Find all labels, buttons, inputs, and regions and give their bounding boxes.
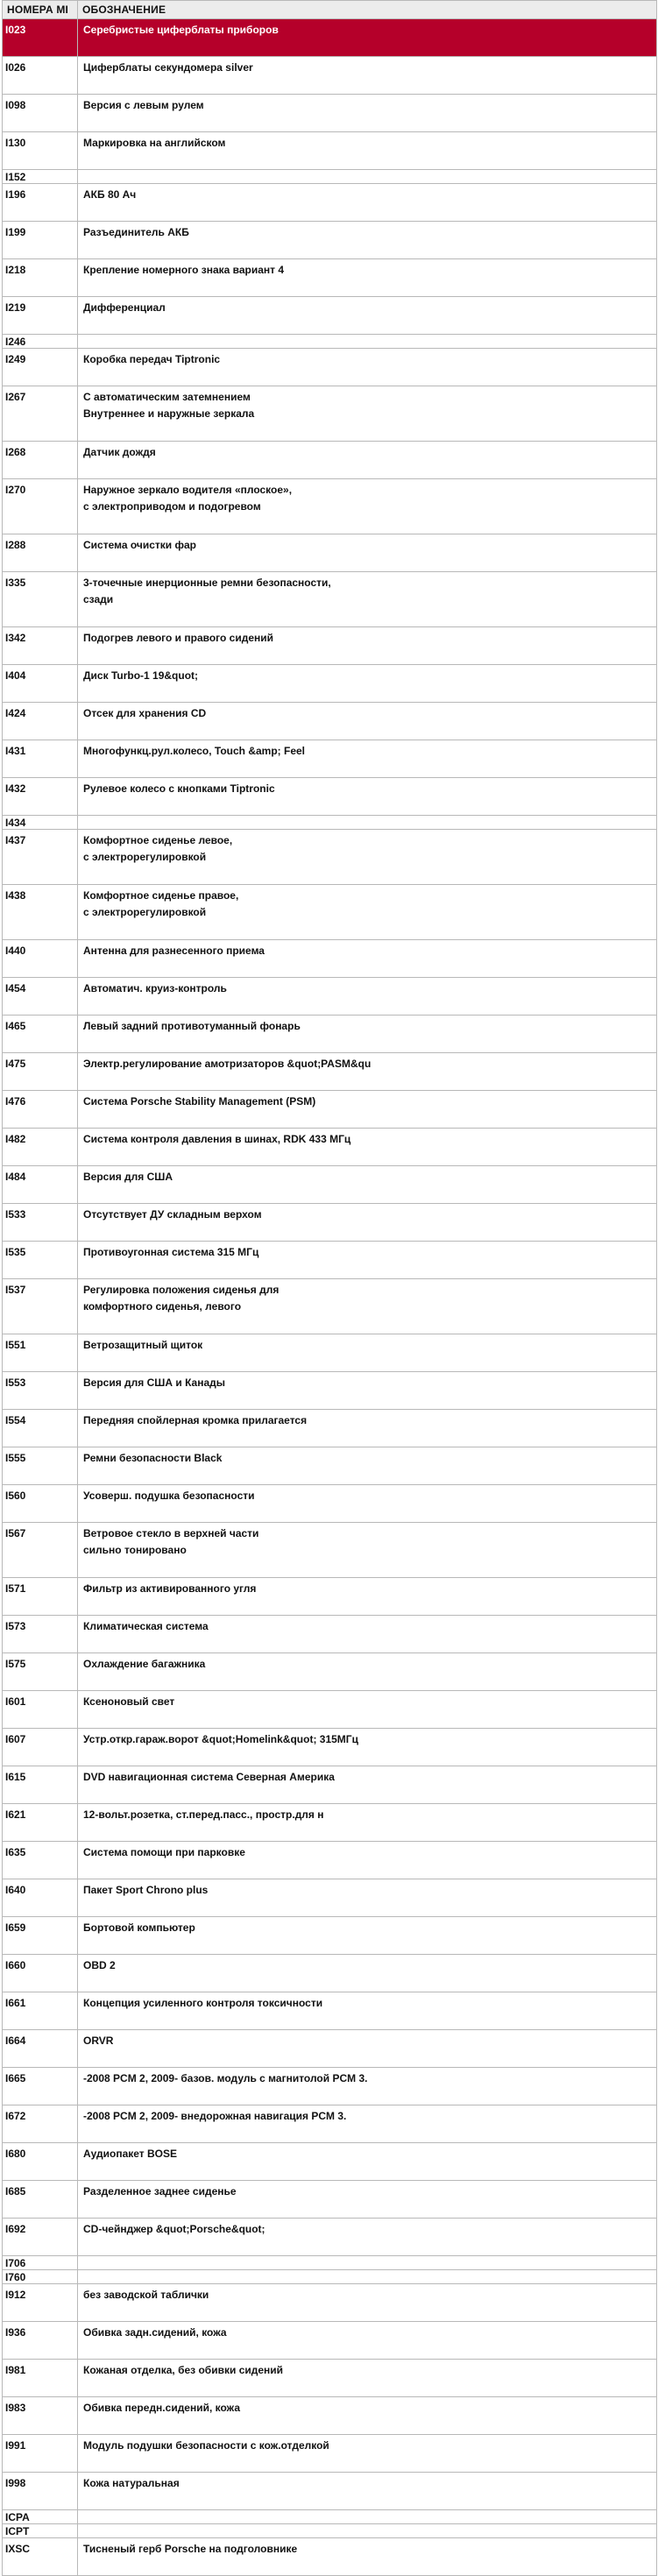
option-code: I551 — [3, 1334, 78, 1372]
option-description — [78, 1842, 657, 1879]
option-description-line: сзади — [83, 593, 114, 605]
table-row — [3, 1879, 657, 1917]
option-code: I615 — [3, 1766, 78, 1804]
option-code: I575 — [3, 1653, 78, 1691]
option-description — [78, 1485, 657, 1523]
option-description — [78, 627, 657, 665]
option-description — [78, 2538, 657, 2576]
table-row — [3, 2219, 657, 2256]
option-description-line: Бортовой компьютер — [83, 1921, 195, 1934]
table-row — [3, 1242, 657, 1279]
option-description — [78, 572, 657, 627]
table-row — [3, 1729, 657, 1766]
option-code: I661 — [3, 1992, 78, 2030]
option-description — [78, 442, 657, 479]
option-description-line: Комфортное сиденье правое, — [83, 889, 239, 902]
option-description-line: Отсек для хранения CD — [83, 707, 207, 719]
option-description-line: Автоматич. круиз-контроль — [83, 982, 227, 994]
option-description — [78, 1766, 657, 1804]
option-code: I267 — [3, 386, 78, 442]
table-row — [3, 1410, 657, 1447]
option-code: I288 — [3, 534, 78, 572]
table-row — [3, 297, 657, 335]
table-row — [3, 2256, 657, 2270]
option-description-line: Антенна для разнесенного приема — [83, 945, 265, 957]
option-description-line: -2008 PCM 2, 2009- базов. модуль с магнитолой PCM 3. — [83, 2072, 368, 2084]
table-row — [3, 1842, 657, 1879]
option-description-line: Противоугонная система 315 МГц — [83, 1246, 259, 1258]
option-description-line: Устр.откр.гараж.ворот &quot;Homelink&quot; 315МГц — [83, 1733, 358, 1745]
table-row — [3, 2270, 657, 2284]
option-description — [78, 222, 657, 259]
column-header-code: НОМЕРА МІ — [3, 1, 78, 19]
option-code: I680 — [3, 2143, 78, 2181]
option-code: I533 — [3, 1204, 78, 1242]
table-row — [3, 665, 657, 703]
table-row — [3, 95, 657, 132]
option-code: I981 — [3, 2360, 78, 2397]
option-code: I706 — [3, 2256, 78, 2270]
option-description — [78, 2270, 657, 2284]
option-code: I437 — [3, 830, 78, 885]
option-code: I555 — [3, 1447, 78, 1485]
option-description — [78, 1204, 657, 1242]
option-description — [78, 2284, 657, 2322]
option-description-line: Комфортное сиденье левое, — [83, 834, 233, 846]
table-row — [3, 442, 657, 479]
option-description-line: сильно тонировано — [83, 1544, 187, 1556]
option-description-line: Регулировка положения сиденья для — [83, 1284, 279, 1296]
option-description-line: -2008 PCM 2, 2009- внедорожная навигация PCM 3. — [83, 2110, 347, 2122]
option-description — [78, 1091, 657, 1129]
option-description — [78, 2105, 657, 2143]
option-code: I571 — [3, 1578, 78, 1616]
option-code: I692 — [3, 2219, 78, 2256]
option-code: I465 — [3, 1016, 78, 1053]
option-description-line: с электрорегулировкой — [83, 851, 207, 863]
option-code: I983 — [3, 2397, 78, 2435]
option-description-line: Кожаная отделка, без обивки сидений — [83, 2364, 284, 2376]
table-header-row — [3, 1, 657, 19]
option-code: I152 — [3, 170, 78, 184]
table-row — [3, 1804, 657, 1842]
option-code: I246 — [3, 335, 78, 349]
option-code: I936 — [3, 2322, 78, 2360]
table-row — [3, 1279, 657, 1334]
option-code: I665 — [3, 2068, 78, 2105]
table-row — [3, 19, 657, 57]
option-code: I554 — [3, 1410, 78, 1447]
table-row — [3, 572, 657, 627]
option-description — [78, 1653, 657, 1691]
option-description-line: Рулевое колесо с кнопками Tiptronic — [83, 782, 275, 795]
option-description-line: Многофункц.рул.колесо, Touch &amp; Feel — [83, 745, 306, 757]
option-description — [78, 2473, 657, 2510]
table-row — [3, 1129, 657, 1166]
table-row — [3, 479, 657, 534]
option-description-line: DVD навигационная система Северная Америка — [83, 1771, 335, 1783]
option-description-line: Усоверш. подушка безопасности — [83, 1490, 255, 1502]
option-code: I438 — [3, 885, 78, 940]
option-description — [78, 386, 657, 442]
table-row — [3, 386, 657, 442]
option-description — [78, 1334, 657, 1372]
option-code: I635 — [3, 1842, 78, 1879]
option-code: I640 — [3, 1879, 78, 1917]
option-description-line: Версия с левым рулем — [83, 99, 204, 111]
table-row — [3, 2030, 657, 2068]
table-row — [3, 222, 657, 259]
option-code: I023 — [3, 19, 78, 57]
option-code: I912 — [3, 2284, 78, 2322]
options-table — [2, 0, 657, 2576]
option-description — [78, 1691, 657, 1729]
table-row — [3, 1016, 657, 1053]
option-description — [78, 2524, 657, 2538]
option-code: I335 — [3, 572, 78, 627]
table-row — [3, 2524, 657, 2538]
option-code: I475 — [3, 1053, 78, 1091]
option-description — [78, 95, 657, 132]
option-code: I026 — [3, 57, 78, 95]
table-row — [3, 978, 657, 1016]
option-code: I249 — [3, 349, 78, 386]
option-code: I535 — [3, 1242, 78, 1279]
option-description — [78, 2322, 657, 2360]
option-description-line: Версия для США и Канады — [83, 1376, 225, 1389]
option-code: I196 — [3, 184, 78, 222]
table-row — [3, 1616, 657, 1653]
table-row — [3, 132, 657, 170]
column-header-description: ОБОЗНАЧЕНИЕ — [78, 1, 657, 19]
option-code: I601 — [3, 1691, 78, 1729]
option-description-line: Кожа натуральная — [83, 2477, 180, 2489]
option-code: I199 — [3, 222, 78, 259]
option-description — [78, 2030, 657, 2068]
table-row — [3, 2284, 657, 2322]
table-row — [3, 259, 657, 297]
option-description — [78, 1016, 657, 1053]
option-description-line: Система контроля давления в шинах, RDK 433 МГц — [83, 1133, 351, 1145]
option-description-line: Концепция усиленного контроля токсичности — [83, 1997, 323, 2009]
table-row — [3, 184, 657, 222]
table-row — [3, 2360, 657, 2397]
option-description — [78, 2510, 657, 2524]
option-code: I404 — [3, 665, 78, 703]
option-code: I567 — [3, 1523, 78, 1578]
table-row — [3, 1992, 657, 2030]
option-description — [78, 2397, 657, 2435]
option-description-line: Ветровое стекло в верхней части — [83, 1527, 259, 1539]
option-description-line: Циферблаты секундомера silver — [83, 61, 253, 74]
option-code: I434 — [3, 816, 78, 830]
option-description — [78, 816, 657, 830]
option-description-line: с электроприводом и подогревом — [83, 500, 261, 513]
option-description-line: Электр.регулирование амотризаторов &quot;PASM&qu — [83, 1058, 371, 1070]
option-description — [78, 1578, 657, 1616]
option-code: I424 — [3, 703, 78, 740]
option-description-line: Охлаждение багажника — [83, 1658, 206, 1670]
option-code: I664 — [3, 2030, 78, 2068]
option-description-line: Внутреннее и наружные зеркала — [83, 407, 255, 420]
table-row — [3, 57, 657, 95]
option-description — [78, 2256, 657, 2270]
option-description — [78, 703, 657, 740]
table-row — [3, 1955, 657, 1992]
option-code: ICPA — [3, 2510, 78, 2524]
table-row — [3, 2322, 657, 2360]
option-description — [78, 1166, 657, 1204]
option-description — [78, 19, 657, 57]
table-row — [3, 627, 657, 665]
table-row — [3, 1578, 657, 1616]
option-description-line: Передняя спойлерная кромка прилагается — [83, 1414, 308, 1426]
option-description — [78, 170, 657, 184]
table-row — [3, 885, 657, 940]
table-row — [3, 1447, 657, 1485]
option-description — [78, 778, 657, 816]
table-row — [3, 940, 657, 978]
option-description-line: Дифференциал — [83, 301, 166, 314]
option-code: I454 — [3, 978, 78, 1016]
option-code: I219 — [3, 297, 78, 335]
option-description-line: Система помощи при парковке — [83, 1846, 245, 1858]
table-row — [3, 2105, 657, 2143]
table-row — [3, 1091, 657, 1129]
option-description-line: Подогрев левого и правого сидений — [83, 632, 274, 644]
option-description — [78, 940, 657, 978]
option-description — [78, 479, 657, 534]
option-description-line: OBD 2 — [83, 1959, 116, 1971]
option-description — [78, 1917, 657, 1955]
table-row — [3, 2143, 657, 2181]
option-description-line: Отсутствует ДУ складным верхом — [83, 1208, 262, 1221]
option-code: I270 — [3, 479, 78, 534]
option-code: I130 — [3, 132, 78, 170]
option-description-line: Маркировка на английском — [83, 137, 226, 149]
table-row — [3, 2473, 657, 2510]
option-description — [78, 1129, 657, 1166]
table-row — [3, 170, 657, 184]
option-code: I621 — [3, 1804, 78, 1842]
table-row — [3, 2397, 657, 2435]
option-description — [78, 335, 657, 349]
option-code: I482 — [3, 1129, 78, 1166]
option-code: I268 — [3, 442, 78, 479]
option-description — [78, 132, 657, 170]
option-description — [78, 885, 657, 940]
table-row — [3, 830, 657, 885]
option-description — [78, 740, 657, 778]
option-description-line: Тисненый герб Porsche на подголовнике — [83, 2543, 298, 2555]
option-description-line: Ветрозащитный щиток — [83, 1339, 203, 1351]
option-description — [78, 978, 657, 1016]
table-row — [3, 1653, 657, 1691]
table-row — [3, 1485, 657, 1523]
option-description-line: Диск Turbo-1 19&quot; — [83, 669, 199, 682]
option-description — [78, 1729, 657, 1766]
option-description — [78, 1279, 657, 1334]
option-description — [78, 1410, 657, 1447]
option-description-line: Серебристые циферблаты приборов — [83, 24, 279, 36]
table-row — [3, 349, 657, 386]
option-description — [78, 1804, 657, 1842]
option-description — [78, 665, 657, 703]
option-description-line: Коробка передач Tiptronic — [83, 353, 221, 365]
option-code: I218 — [3, 259, 78, 297]
option-description — [78, 2181, 657, 2219]
option-code: I098 — [3, 95, 78, 132]
table-row — [3, 2181, 657, 2219]
option-description-line: Наружное зеркало водителя «плоское», — [83, 484, 293, 496]
option-description — [78, 2219, 657, 2256]
option-description — [78, 1372, 657, 1410]
option-description-line: Климатическая система — [83, 1620, 209, 1632]
option-code: I440 — [3, 940, 78, 978]
option-description — [78, 297, 657, 335]
option-code: ICPT — [3, 2524, 78, 2538]
option-description-line: Фильтр из активированного угля — [83, 1582, 257, 1595]
option-description-line: Разъединитель АКБ — [83, 226, 189, 238]
table-row — [3, 1691, 657, 1729]
option-description — [78, 2435, 657, 2473]
option-code: I573 — [3, 1616, 78, 1653]
option-code: I760 — [3, 2270, 78, 2284]
option-description-line: Левый задний противотуманный фонарь — [83, 1020, 301, 1032]
option-description-line: 3-точечные инерционные ремни безопасности, — [83, 577, 331, 589]
option-code: I342 — [3, 627, 78, 665]
table-row — [3, 1166, 657, 1204]
option-code: I991 — [3, 2435, 78, 2473]
option-code: I432 — [3, 778, 78, 816]
option-description — [78, 2143, 657, 2181]
option-code: I553 — [3, 1372, 78, 1410]
option-description — [78, 2360, 657, 2397]
table-row — [3, 1523, 657, 1578]
option-code: I560 — [3, 1485, 78, 1523]
option-description-line: Система Porsche Stability Management (PSM) — [83, 1095, 316, 1108]
option-description-line: Ксеноновый свет — [83, 1695, 175, 1708]
option-code: I431 — [3, 740, 78, 778]
table-row — [3, 1766, 657, 1804]
option-description-line: Обивка передн.сидений, кожа — [83, 2402, 240, 2414]
option-description-line: Крепление номерного знака вариант 4 — [83, 264, 285, 276]
option-description — [78, 349, 657, 386]
option-description-line: С автоматическим затемнением — [83, 391, 251, 403]
option-description-line: без заводской таблички — [83, 2289, 209, 2301]
table-row — [3, 2538, 657, 2576]
option-code: I685 — [3, 2181, 78, 2219]
option-description-line: Модуль подушки безопасности с кож.отделкой — [83, 2439, 329, 2452]
option-description — [78, 1447, 657, 1485]
option-description-line: Пакет Sport Chrono plus — [83, 1884, 209, 1896]
option-code: I537 — [3, 1279, 78, 1334]
option-description — [78, 1992, 657, 2030]
option-description-line: комфортного сиденья, левого — [83, 1300, 242, 1313]
table-row — [3, 1053, 657, 1091]
option-code: I476 — [3, 1091, 78, 1129]
table-row — [3, 2068, 657, 2105]
table-body — [3, 19, 657, 2576]
option-code: I998 — [3, 2473, 78, 2510]
table-row — [3, 335, 657, 349]
option-description-line: 12-вольт.розетка, ст.перед.пасс., простр.для н — [83, 1808, 324, 1821]
table-row — [3, 778, 657, 816]
option-description-line: Система очистки фар — [83, 539, 196, 551]
option-code: I607 — [3, 1729, 78, 1766]
table-row — [3, 1917, 657, 1955]
table-row — [3, 1334, 657, 1372]
option-description-line: Версия для США — [83, 1171, 173, 1183]
table-row — [3, 740, 657, 778]
table-row — [3, 816, 657, 830]
option-description — [78, 1242, 657, 1279]
option-code: I660 — [3, 1955, 78, 1992]
option-description — [78, 1879, 657, 1917]
table-row — [3, 2435, 657, 2473]
option-description — [78, 184, 657, 222]
option-description-line: Аудиопакет BOSE — [83, 2148, 178, 2160]
table-row — [3, 534, 657, 572]
option-description-line: CD-чейнджер &quot;Porsche&quot; — [83, 2223, 265, 2235]
option-description — [78, 1053, 657, 1091]
option-description-line: Разделенное заднее сиденье — [83, 2185, 237, 2197]
table-row — [3, 703, 657, 740]
option-description — [78, 534, 657, 572]
option-code: I484 — [3, 1166, 78, 1204]
option-description — [78, 57, 657, 95]
option-description-line: АКБ 80 Ач — [83, 188, 137, 201]
option-description — [78, 830, 657, 885]
option-description — [78, 1616, 657, 1653]
table-row — [3, 1372, 657, 1410]
option-code: IXSC — [3, 2538, 78, 2576]
option-description — [78, 1955, 657, 1992]
table-row — [3, 2510, 657, 2524]
option-description-line: Датчик дождя — [83, 446, 156, 458]
option-description-line: Ремни безопасности Black — [83, 1452, 223, 1464]
option-code: I672 — [3, 2105, 78, 2143]
option-code: I659 — [3, 1917, 78, 1955]
option-description-line: с электрорегулировкой — [83, 906, 207, 918]
option-description — [78, 2068, 657, 2105]
option-description — [78, 259, 657, 297]
table-row — [3, 1204, 657, 1242]
option-description-line: Обивка задн.сидений, кожа — [83, 2326, 227, 2339]
option-description-line: ORVR — [83, 2035, 114, 2047]
option-description — [78, 1523, 657, 1578]
